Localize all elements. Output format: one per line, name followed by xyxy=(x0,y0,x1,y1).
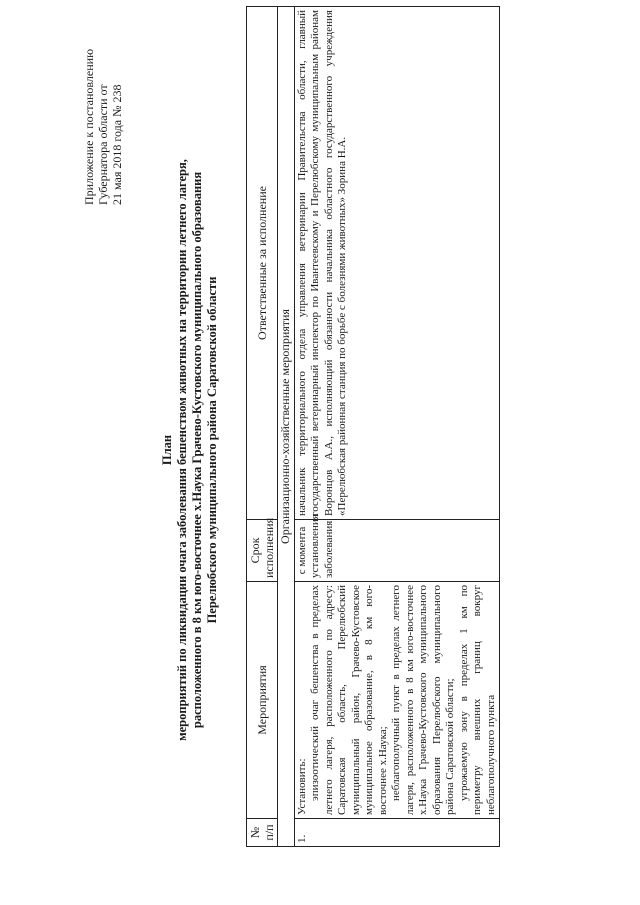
header-num: № п/п xyxy=(247,819,278,847)
header-responsible: Ответственные за исполнение xyxy=(247,7,278,520)
appendix-line-3: 21 мая 2018 года № 238 xyxy=(110,84,124,205)
row-term: с момента установления заболевания xyxy=(294,520,500,582)
responsible-text: начальник территориального отдела управления ветеринарии Правительства области, главный государственный ветеринарный инспектор по Ивантеевскому и Перелюбскому муниципальным районам Воронцов А.А., исполняющий обязанности начальника областного государственного учреждения «Перелюбская районная станция по борьбе с болезнями животных» Зорина Н.А. xyxy=(295,10,348,516)
row-num: 1. xyxy=(294,819,500,847)
title-line-3: Перелюбского муниципального района Саратовской области xyxy=(205,276,219,624)
section-title: Организационно-хозяйственные мероприятия xyxy=(278,7,295,847)
row-responsible xyxy=(294,7,500,520)
table-row xyxy=(294,7,500,847)
header-term: Срок исполнения xyxy=(247,520,278,582)
title-heading: План xyxy=(160,434,174,466)
row-activities xyxy=(294,582,500,819)
appendix-line-2: Губернатора области от xyxy=(96,84,110,205)
section-row xyxy=(278,7,295,847)
activity-intro: Установить: xyxy=(295,758,308,815)
title-line-1: мероприятий по ликвидации очага заболевания бешенством животных на территории летнего лагеря, xyxy=(175,159,189,741)
document-title xyxy=(160,55,220,845)
activity-zone: угрожаемую зону в пределах 1 км по периметру внешних границ вокруг неблагополучного пункта xyxy=(457,585,497,815)
appendix-note xyxy=(82,5,124,205)
plan-table xyxy=(246,6,500,847)
table-header-row xyxy=(247,7,278,847)
activity-point: неблагополучный пункт в пределах летнего лагеря, расположенного в 8 км юго-восточнее х.Наука Грачево-Кустовского муниципального образования Перелюбского муниципального района Саратовской области; xyxy=(390,585,456,815)
title-line-2: расположенного в 8 км юго-восточнее х.Наука Грачево-Кустовского муниципального образования xyxy=(190,171,204,729)
header-activities: Мероприятия xyxy=(247,582,278,819)
activity-focus: эпизоотический очаг бешенства в пределах летнего лагеря, расположенного по адресу: Саратовская область, Перелюбский муниципальный район, Грачево-Кустовское муниципальное образование, в 8 км юго-восточнее х.Наука; xyxy=(309,585,389,815)
appendix-line-1: Приложение к постановлению xyxy=(82,48,96,205)
